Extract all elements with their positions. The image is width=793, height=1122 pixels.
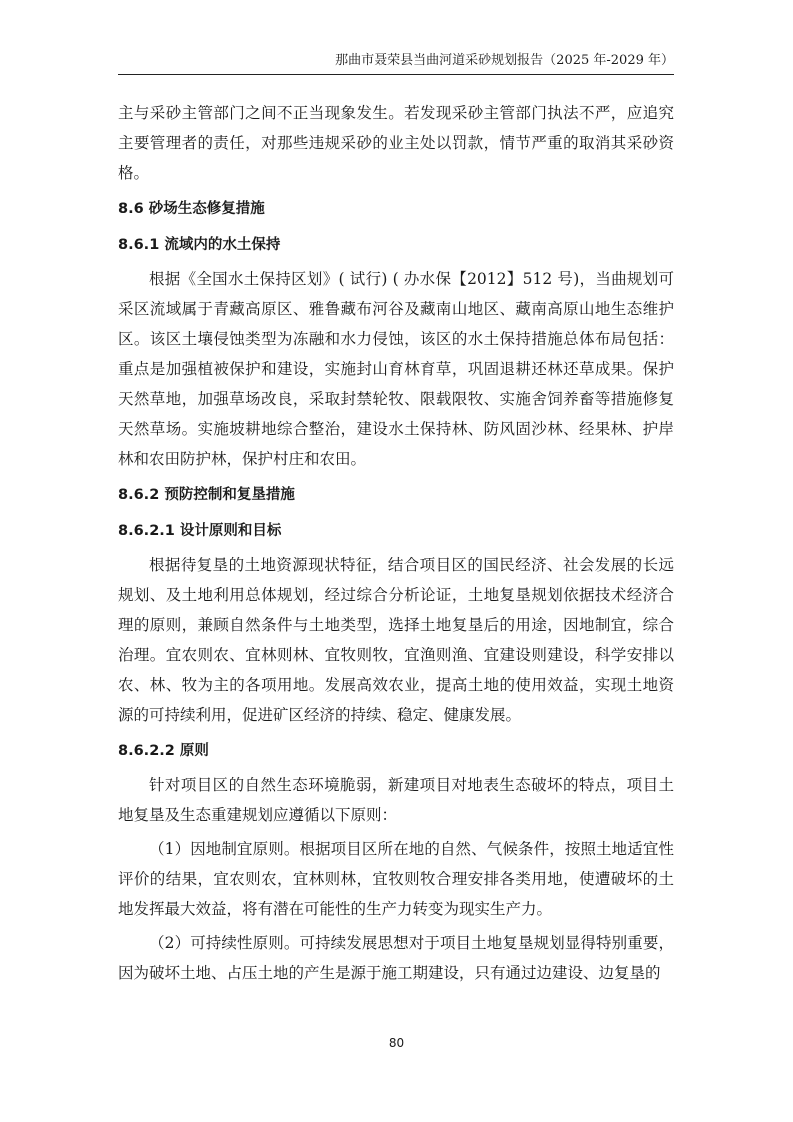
page-number: 80	[388, 1036, 405, 1050]
principle-item-2: （2）可持续性原则。可持续发展思想对于项目土地复垦规划显得特别重要，因为破坏土地、占压土地的产生是源于施工期建设，只有通过边建设、边复垦的	[118, 934, 674, 982]
paragraph-design-principles: 根据待复垦的土地资源现状特征，结合项目区的国民经济、社会发展的长远规划、及土地利用总体规划，经过综合分析论证，土地复垦规划依据技术经济合理的原则，兼顾自然条件与土地类型，选择土地复垦后的用途，因地制宜，综合治理。宜农则农、宜林则林、宜牧则牧，宜渔则渔、宜建设则建设，科学安排以农、林、牧为主的各项用地。发展高效农业，提高土地的使用效益，实现土地资源的可持续利用，促进矿区经济的持续、稳定、健康发展。	[118, 556, 674, 724]
page-body	[118, 98, 674, 988]
section-heading-8-6: 8.6 砂场生态修复措施	[118, 201, 265, 217]
principle-item-1: （1）因地制宜原则。根据项目区所在地的自然、气候条件，按照土地适宜性评价的结果，宜农则农，宜林则林，宜牧则牧合理安排各类用地，使遭破坏的土地发挥最大效益，将有潜在可能性的生产力转变为现实生产力。	[118, 840, 674, 918]
paragraph-intro: 主与采砂主管部门之间不正当现象发生。若发现采砂主管部门执法不严，应追究主要管理者的责任，对那些违规采砂的业主处以罚款，情节严重的取消其采砂资格。	[118, 104, 674, 182]
running-header: 那曲市聂荣县当曲河道采砂规划报告（2025 年-2029 年）	[335, 53, 674, 68]
section-heading-8-6-2-2: 8.6.2.2 原则	[118, 743, 209, 759]
section-heading-8-6-2-1: 8.6.2.1 设计原则和目标	[118, 523, 282, 539]
header-divider	[118, 74, 674, 75]
section-heading-8-6-1: 8.6.1 流域内的水土保持	[118, 237, 281, 253]
section-heading-8-6-2: 8.6.2 预防控制和复垦措施	[118, 487, 295, 503]
paragraph-principles-intro: 针对项目区的自然生态环境脆弱，新建项目对地表生态破坏的特点，项目土地复垦及生态重建规划应遵循以下原则：	[118, 776, 674, 824]
paragraph-water-soil-conservation: 根据《全国水土保持区划》( 试行) ( 办水保【2012】512 号)，当曲规划可采区流域属于青藏高原区、雅鲁藏布河谷及藏南山地区、藏南高原山地生态维护区。该区土壤侵蚀类型为冻融和水力侵蚀，该区的水土保持措施总体布局包括：重点是加强植被保护和建设，实施封山育林育草，巩固退耕还林还草成果。保护天然草地，加强草场改良，采取封禁轮牧、限载限牧、实施舍饲养畜等措施修复天然草场。实施坡耕地综合整治，建设水土保持林、防风固沙林、经果林、护岸林和农田防护林，保护村庄和农田。	[118, 270, 674, 468]
